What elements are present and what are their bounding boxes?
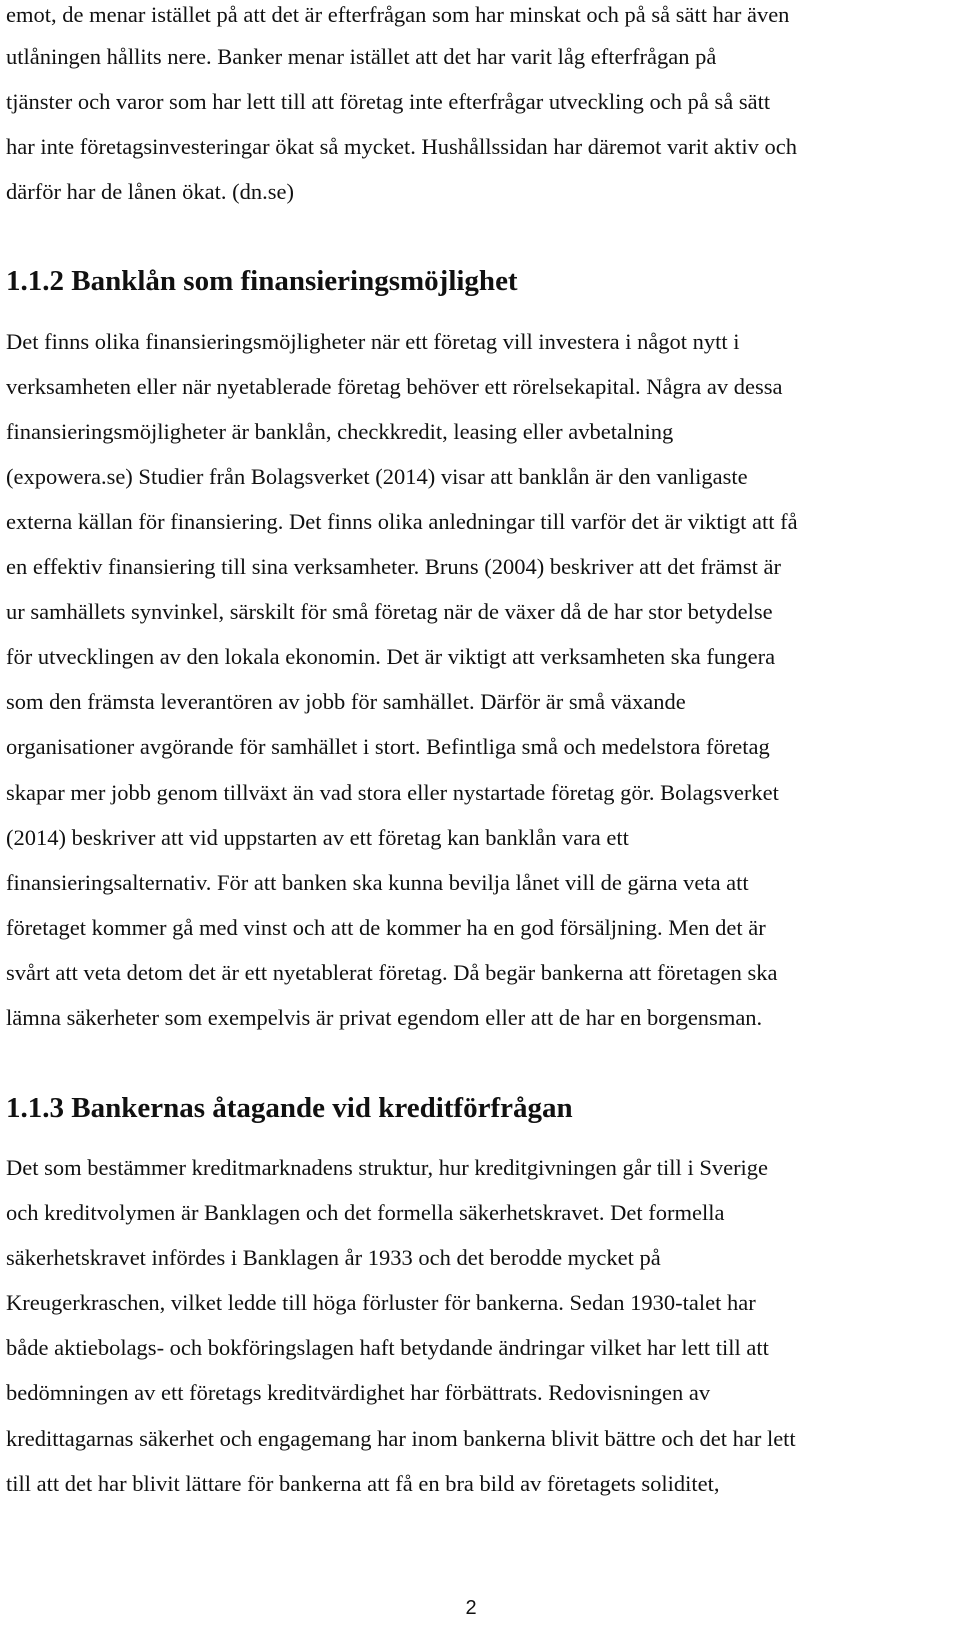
- section-heading-1-1-2: 1.1.2 Banklån som finansieringsmöjlighet: [6, 265, 518, 297]
- section-heading-1-1-3: 1.1.3 Bankernas åtagande vid kreditförfrågan: [6, 1092, 573, 1124]
- text-line: till att det har blivit lättare för bankerna att få en bra bild av företagets soliditet,: [6, 1471, 720, 1496]
- text-line: lämna säkerheter som exempelvis är privat egendom eller att de har en borgensman.: [6, 1005, 763, 1030]
- text-line: skapar mer jobb genom tillväxt än vad stora eller nystartade företag gör. Bolagsverket: [6, 780, 779, 805]
- text-line: (expowera.se) Studier från Bolagsverket (2014) visar att banklån är den vanligaste: [6, 464, 748, 489]
- text-line: bedömningen av ett företags kreditvärdighet har förbättrats. Redovisningen av: [6, 1380, 711, 1405]
- text-line: externa källan för finansiering. Det finns olika anledningar till varför det är viktigt att få: [6, 509, 798, 534]
- text-line: finansieringsalternativ. För att banken ska kunna bevilja lånet vill de gärna veta att: [6, 870, 749, 895]
- text-line: (2014) beskriver att vid uppstarten av ett företag kan banklån vara ett: [6, 825, 629, 850]
- text-line: ur samhällets synvinkel, särskilt för små företag när de växer då de har stor betydelse: [6, 599, 773, 624]
- text-line: har inte företagsinvesteringar ökat så mycket. Hushållssidan har däremot varit aktiv och: [6, 134, 797, 159]
- text-line: organisationer avgörande för samhället i stort. Befintliga små och medelstora företag: [6, 734, 770, 759]
- text-line: säkerhetskravet infördes i Banklagen år 1933 och det berodde mycket på: [6, 1245, 661, 1270]
- text-line: emot, de menar istället på att det är efterfrågan som har minskat och på så sätt har även: [6, 2, 790, 27]
- text-line: Det som bestämmer kreditmarknadens struktur, hur kreditgivningen går till i Sverige: [6, 1155, 769, 1180]
- text-line: finansieringsmöjligheter är banklån, checkkredit, leasing eller avbetalning: [6, 419, 674, 444]
- text-line: Kreugerkraschen, vilket ledde till höga förluster för bankerna. Sedan 1930-talet har: [6, 1290, 756, 1315]
- text-line: utlåningen hållits nere. Banker menar istället att det har varit låg efterfrågan på: [6, 44, 717, 69]
- page-number: 2: [465, 1597, 477, 1619]
- text-line: företaget kommer gå med vinst och att de kommer ha en god försäljning. Men det är: [6, 915, 766, 940]
- text-line: en effektiv finansiering till sina verksamheter. Bruns (2004) beskriver att det främst är: [6, 554, 781, 579]
- text-line: för utvecklingen av den lokala ekonomin. Det är viktigt att verksamheten ska fungera: [6, 644, 776, 669]
- text-line: som den främsta leverantören av jobb för samhället. Därför är små växande: [6, 689, 686, 714]
- text-line: och kreditvolymen är Banklagen och det formella säkerhetskravet. Det formella: [6, 1200, 725, 1225]
- text-line: både aktiebolags- och bokföringslagen haft betydande ändringar vilket har lett till att: [6, 1335, 769, 1360]
- text-line: tjänster och varor som har lett till att företag inte efterfrågar utveckling och på så sätt: [6, 89, 771, 114]
- text-line: svårt att veta detom det är ett nyetablerat företag. Då begär bankerna att företagen ska: [6, 960, 778, 985]
- text-line: Det finns olika finansieringsmöjligheter när ett företag vill investera i något nytt i: [6, 329, 740, 354]
- text-line: kredittagarnas säkerhet och engagemang har inom bankerna blivit bättre och det har lett: [6, 1426, 796, 1451]
- text-line: därför har de lånen ökat. (dn.se): [6, 179, 294, 204]
- text-line: verksamheten eller när nyetablerade företag behöver ett rörelsekapital. Några av dessa: [6, 374, 783, 399]
